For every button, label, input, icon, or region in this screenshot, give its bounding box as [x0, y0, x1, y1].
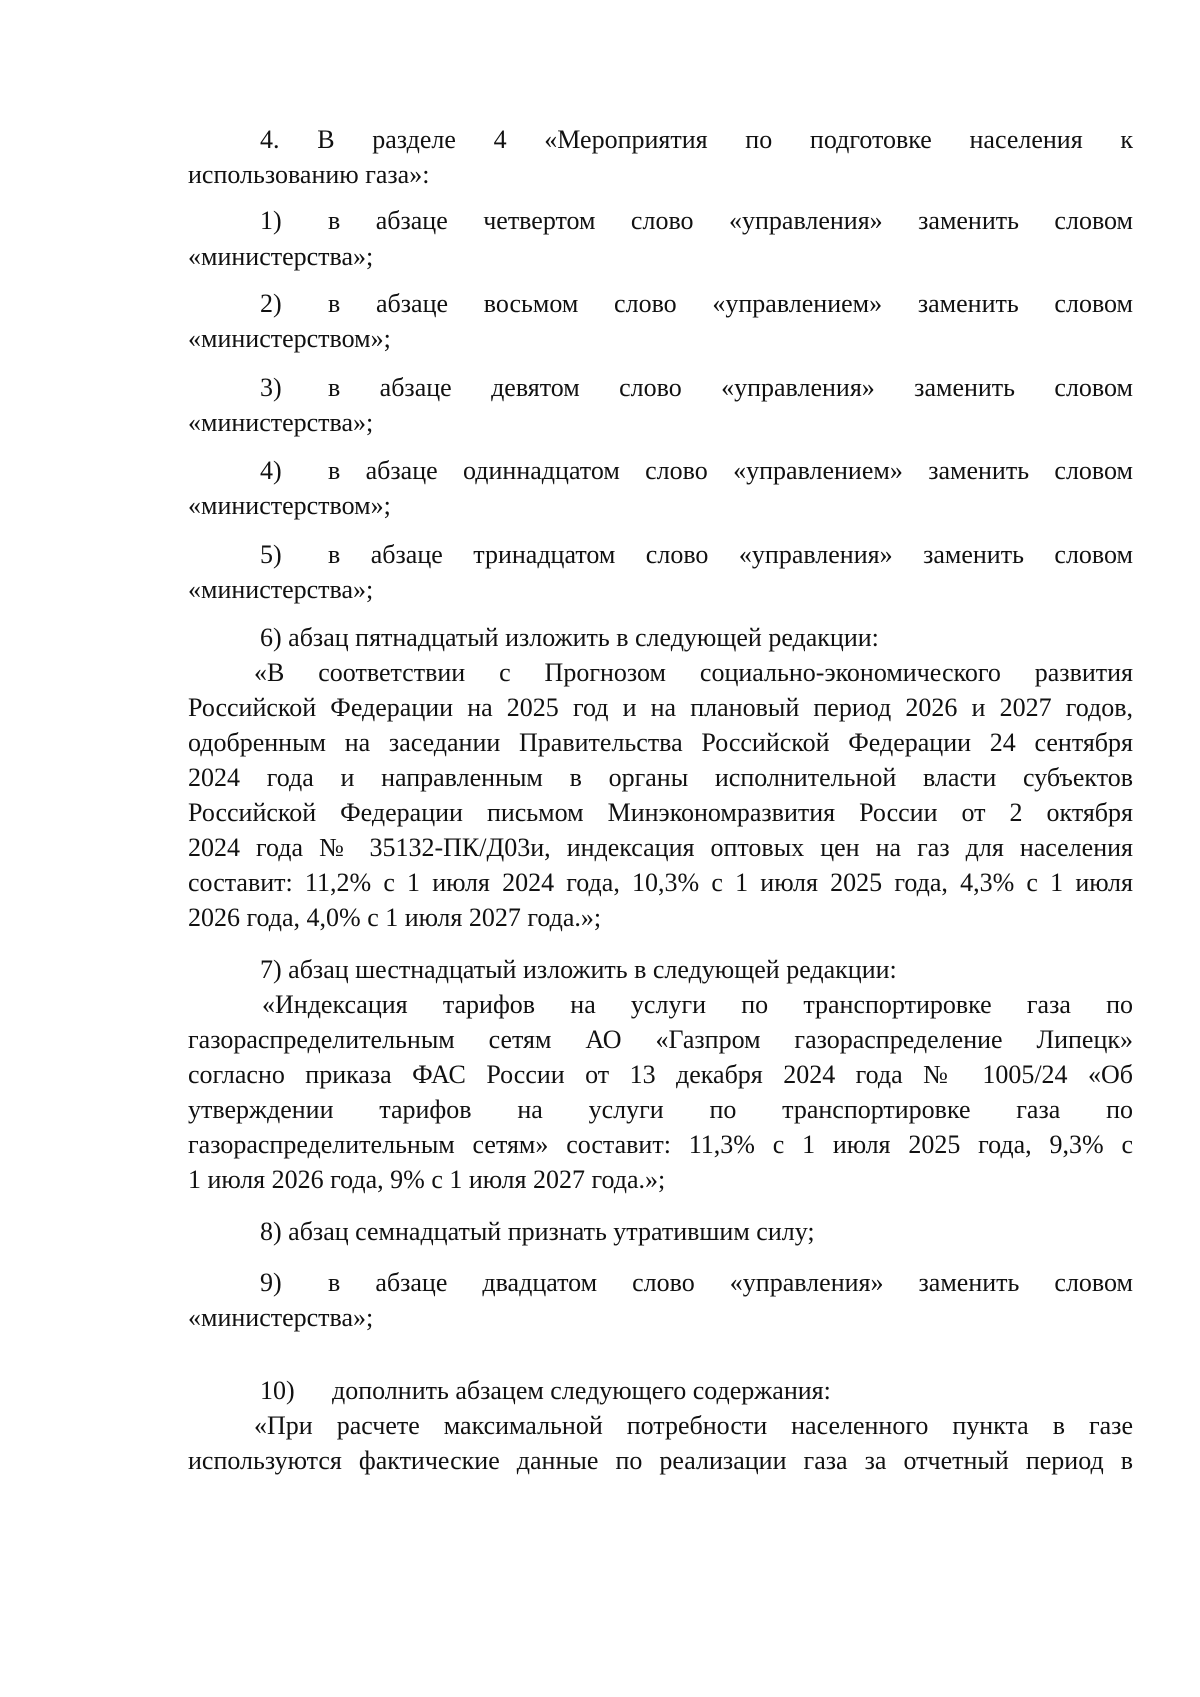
subitem-6-quote-line: 2024 года и направленным в органы исполнительной власти субъектов — [188, 763, 1133, 792]
subitem-4-line-1 — [260, 452, 1133, 489]
subitem-7-heading: 7) абзац шестнадцатый изложить в следующей редакции: — [260, 955, 897, 984]
subitem-1-line-2: «министерства»; — [188, 242, 374, 271]
subitem-7-quote-line: «Индексация тарифов на услуги по транспортировке газа по — [262, 990, 1133, 1019]
subitem-9-line-2: «министерства»; — [188, 1303, 374, 1332]
subitem-6-quote-line: Российской Федерации письмом Минэкономразвития России от 2 октября — [188, 798, 1133, 827]
subitem-2-text: в абзаце восьмом слово «управлением» заменить словом — [328, 289, 1133, 318]
subitem-3-text: в абзаце девятом слово «управления» заменить словом — [328, 373, 1133, 402]
subitem-2-line-1 — [260, 285, 1133, 322]
item-4-line-1: 4. В разделе 4 «Мероприятия по подготовке населения к — [260, 125, 1133, 154]
subitem-9-number: 9) — [260, 1268, 282, 1297]
subitem-5-line-1 — [260, 536, 1133, 573]
subitem-3-line-2: «министерства»; — [188, 408, 374, 437]
subitem-9-line-1 — [260, 1264, 1133, 1301]
subitem-5-line-2: «министерства»; — [188, 575, 374, 604]
subitem-6-quote-line: одобренным на заседании Правительства Российской Федерации 24 сентября — [188, 728, 1133, 757]
subitem-4-number: 4) — [260, 456, 282, 485]
subitem-1-line-1 — [260, 202, 1133, 239]
subitem-6-quote-line: 2024 года № 35132-ПК/Д03и, индексация оптовых цен на газ для населения — [188, 833, 1133, 862]
subitem-10-quote-line: «При расчете максимальной потребности населенного пункта в газе — [254, 1411, 1133, 1440]
subitem-3-line-1 — [260, 369, 1133, 406]
subitem-10-heading — [260, 1372, 1133, 1409]
subitem-10-number: 10) — [260, 1376, 295, 1405]
subitem-6-quote-line: Российской Федерации на 2025 год и на плановый период 2026 и 2027 годов, — [188, 693, 1133, 722]
subitem-5-number: 5) — [260, 540, 282, 569]
subitem-10-text: дополнить абзацем следующего содержания: — [332, 1376, 831, 1405]
subitem-1-number: 1) — [260, 206, 282, 235]
subitem-8-heading: 8) абзац семнадцатый признать утратившим силу; — [260, 1217, 815, 1246]
subitem-7-quote-line: 1 июля 2026 года, 9% с 1 июля 2027 года.»; — [188, 1165, 666, 1194]
subitem-7-quote-line: газораспределительным сетям АО «Газпром газораспределение Липецк» — [188, 1025, 1133, 1054]
subitem-7-quote-line: согласно приказа ФАС России от 13 декабря 2024 года № 1005/24 «Об — [188, 1060, 1133, 1089]
subitem-4-text: в абзаце одиннадцатом слово «управлением» заменить словом — [328, 456, 1133, 485]
subitem-6-quote-line: составит: 11,2% с 1 июля 2024 года, 10,3% с 1 июля 2025 года, 4,3% с 1 июля — [188, 868, 1133, 897]
item-4-line-2: использованию газа»: — [188, 160, 430, 189]
subitem-5-text: в абзаце тринадцатом слово «управления» заменить словом — [328, 540, 1133, 569]
subitem-10-quote-line: используются фактические данные по реализации газа за отчетный период в — [188, 1446, 1133, 1475]
subitem-2-line-2: «министерством»; — [188, 324, 391, 353]
subitem-3-number: 3) — [260, 373, 282, 402]
subitem-7-quote-line: газораспределительным сетям» составит: 11,3% с 1 июля 2025 года, 9,3% с — [188, 1130, 1133, 1159]
subitem-2-number: 2) — [260, 289, 282, 318]
subitem-4-line-2: «министерством»; — [188, 491, 391, 520]
subitem-7-quote-line: утверждении тарифов на услуги по транспортировке газа по — [188, 1095, 1133, 1124]
subitem-6-quote-line: «В соответствии с Прогнозом социально-экономического развития — [254, 658, 1133, 687]
subitem-1-text: в абзаце четвертом слово «управления» заменить словом — [328, 206, 1133, 235]
subitem-6-quote-line: 2026 года, 4,0% с 1 июля 2027 года.»; — [188, 903, 602, 932]
subitem-6-heading: 6) абзац пятнадцатый изложить в следующей редакции: — [260, 623, 879, 652]
subitem-9-text: в абзаце двадцатом слово «управления» заменить словом — [328, 1268, 1133, 1297]
